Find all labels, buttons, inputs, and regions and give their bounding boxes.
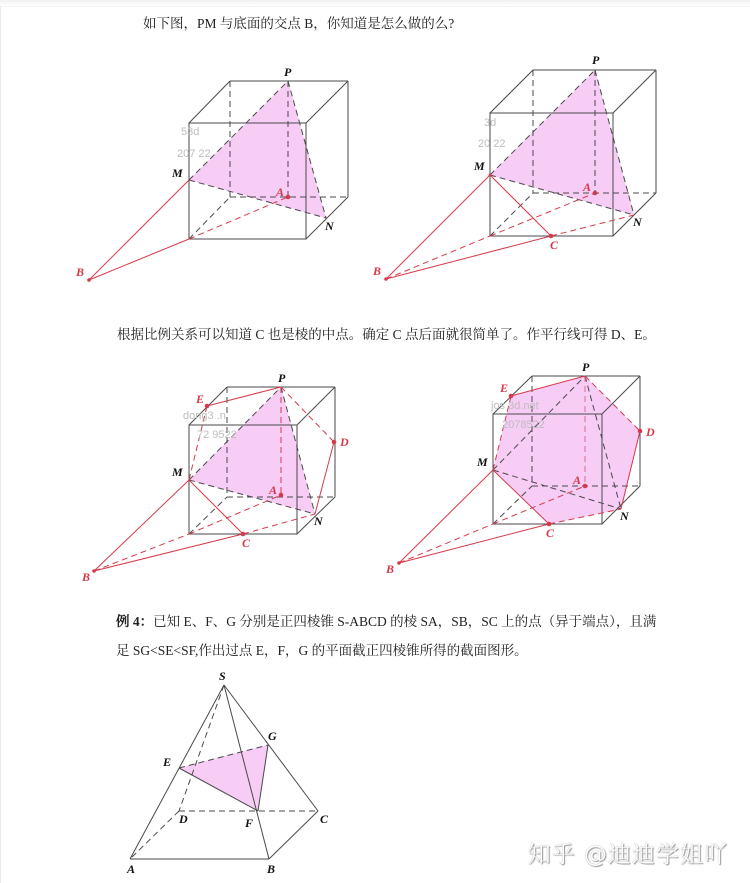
label-m: M [474, 159, 485, 173]
label-b: B [386, 562, 395, 576]
label-n: N [620, 509, 629, 523]
figure-pyramid-section [126, 669, 329, 876]
label-n: N [633, 215, 642, 229]
label-a: A [573, 473, 582, 487]
svg-text:207 22: 207 22 [177, 148, 211, 160]
label-a: A [276, 185, 285, 199]
label-b: B [373, 264, 382, 278]
label-f: F [245, 816, 254, 830]
figure-4-cube-hexagon-section [385, 360, 655, 576]
label-a: A [583, 180, 592, 194]
label-p: P [582, 360, 590, 374]
label-p: P [284, 65, 292, 79]
label-b: B [76, 265, 85, 279]
label-e: E [500, 381, 509, 395]
label-c: C [546, 526, 555, 540]
label-s: S [219, 669, 226, 683]
paragraph-example-4-line-2: 足 SG<SE<SF,作出过点 E，F，G 的平面截正四棱锥所得的截面图形。 [116, 643, 528, 658]
svg-text:jos 3d.net: jos 3d.net [491, 400, 539, 412]
label-n: N [314, 514, 323, 528]
svg-text:2078522: 2078522 [502, 419, 545, 431]
label-c: C [550, 238, 559, 252]
svg-text:53d: 53d [181, 126, 200, 138]
label-e: E [196, 392, 205, 406]
label-m: M [172, 465, 183, 479]
label-b: B [82, 570, 91, 584]
paragraph-example-4-line-1 [116, 612, 656, 632]
label-d: D [340, 435, 349, 449]
example-label: 例 4： [116, 614, 154, 629]
figure-3-cube-section [81, 371, 349, 584]
zhihu-watermark: 知乎 @迪迪学姐吖 [527, 842, 728, 868]
label-m: M [477, 455, 488, 469]
figure-1-cube-section [75, 65, 348, 282]
svg-text:3d: 3d [484, 117, 497, 129]
label-a: A [127, 862, 136, 876]
label-d: D [179, 812, 188, 826]
paragraph-explanation: 根据比例关系可以知道 C 也是棱的中点。确定 C 点后面就很简单了。作平行线可得 D、E。 [117, 327, 656, 342]
label-c: C [242, 536, 251, 550]
svg-text:20 22: 20 22 [478, 138, 506, 150]
label-a: A [269, 483, 278, 497]
svg-text:dong3 .n: dong3 .n [183, 410, 226, 422]
label-m: M [172, 166, 183, 180]
label-p: P [592, 53, 600, 67]
label-c: C [320, 812, 329, 826]
svg-text:72 9522: 72 9522 [197, 429, 237, 441]
figure-2-cube-section [372, 53, 656, 281]
paragraph-intro: 如下图，PM 与底面的交点 B，你知道是怎么做的么? [143, 16, 455, 31]
label-d: D [646, 425, 655, 439]
label-e: E [163, 755, 172, 769]
label-b: B [267, 862, 276, 876]
example-text: 已知 E、F、G 分别是正四棱锥 S-ABCD 的棱 SA，SB，SC 上的点（异于端点），且满 [153, 614, 657, 629]
label-n: N [325, 219, 334, 233]
label-g: G [268, 729, 277, 743]
label-p: P [278, 371, 286, 385]
